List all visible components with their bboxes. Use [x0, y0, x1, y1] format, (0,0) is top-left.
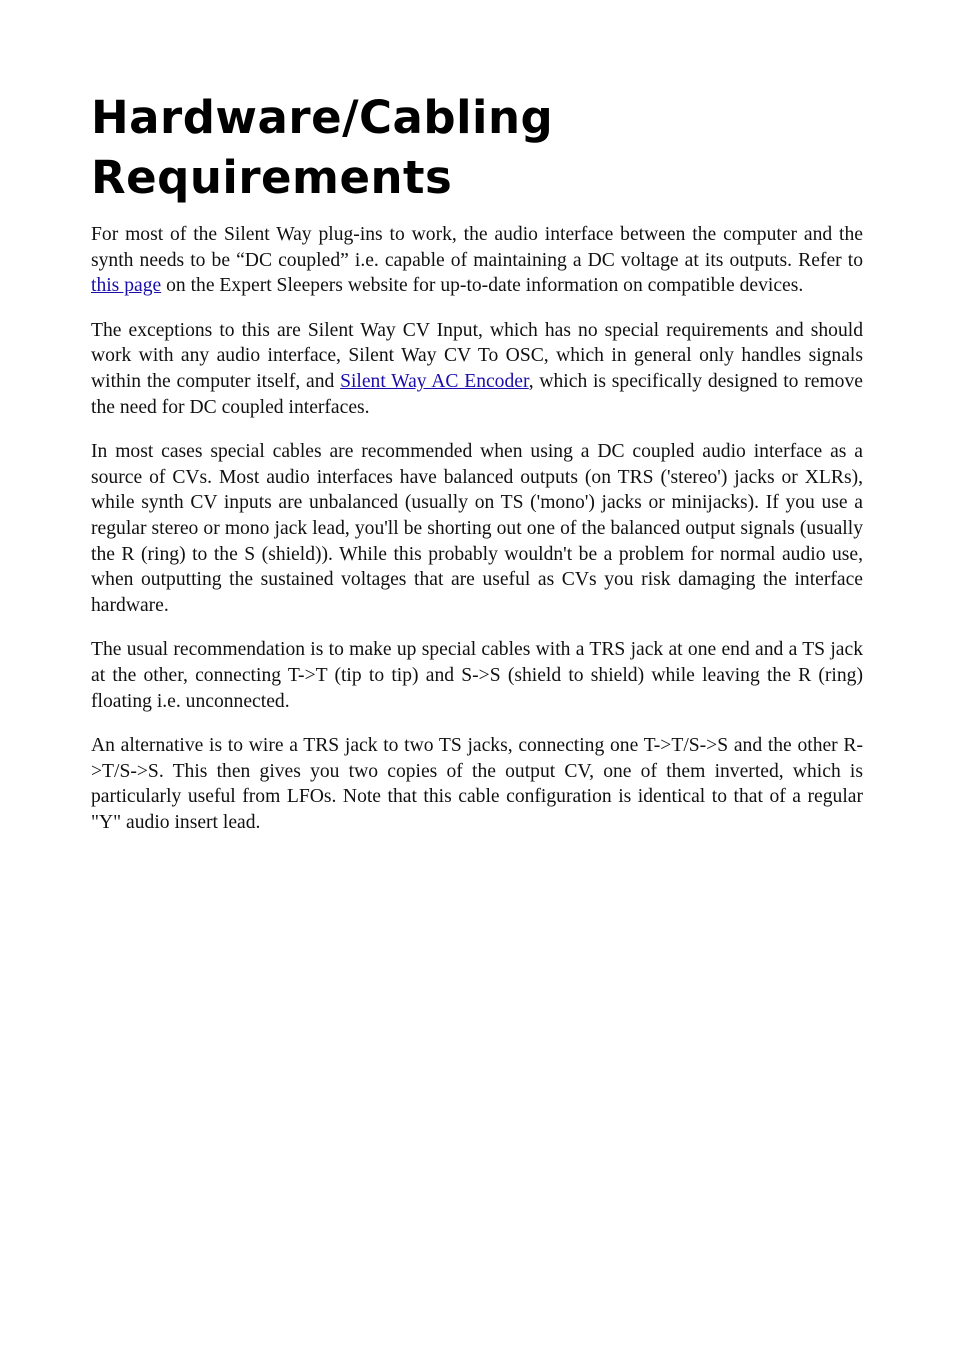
paragraph-text: The exceptions to this are Silent Way CV Input, which has no special requirements and should work with any audio interface, Silent Way CV To OSC, which in general only handles signals within the computer itself, and [91, 319, 863, 392]
this-page-link[interactable]: this page [91, 275, 162, 297]
paragraph-exceptions [91, 318, 863, 420]
paragraph-text: on the Expert Sleepers website for up-to-date information on compatible devices. [161, 275, 804, 297]
paragraph-text: For most of the Silent Way plug-ins to work, the audio interface between the computer and the synth needs to be “DC coupled” i.e. capable of maintaining a DC voltage at its outputs. Refer to [91, 224, 863, 271]
paragraph-special-cables: In most cases special cables are recommended when using a DC coupled audio interface as a source of CVs. Most audio interfaces have balanced outputs (on TRS ('stereo') jacks or XLRs), while synth CV inputs are unbalanced (usually on TS ('mono') jacks or minijacks). If you use a regular stereo or mono jack lead, you'll be shorting out one of the balanced output signals (usually the R (ring) to the S (shield)). While this probably wouldn't be a problem for normal audio use, when outputting the sustained voltages that are useful as CVs you risk damaging the interface hardware. [91, 441, 863, 616]
paragraph-alternative: An alternative is to wire a TRS jack to two TS jacks, connecting one T->T/S->S and the other R->T/S->S. This then gives you two copies of the output CV, one of them inverted, which is particularly useful from LFOs. Note that this cable configuration is identical to that of a regular "Y" audio insert lead. [91, 735, 863, 833]
paragraph-text: , which is specifically designed to remove the need for DC coupled interfaces. [91, 370, 863, 418]
paragraph-dc-coupled [91, 222, 863, 299]
silent-way-ac-encoder-link[interactable]: Silent Way AC Encoder [340, 370, 529, 392]
page-title: Hardware/Cabling Requirements [91, 91, 554, 204]
document-page [91, 88, 863, 854]
paragraph-usual-recommendation: The usual recommendation is to make up special cables with a TRS jack at one end and a TS jack at the other, connecting T->T (tip to tip) and S->S (shield to shield) while leaving the R (ring) floating i.e. unconnected. [91, 639, 863, 712]
